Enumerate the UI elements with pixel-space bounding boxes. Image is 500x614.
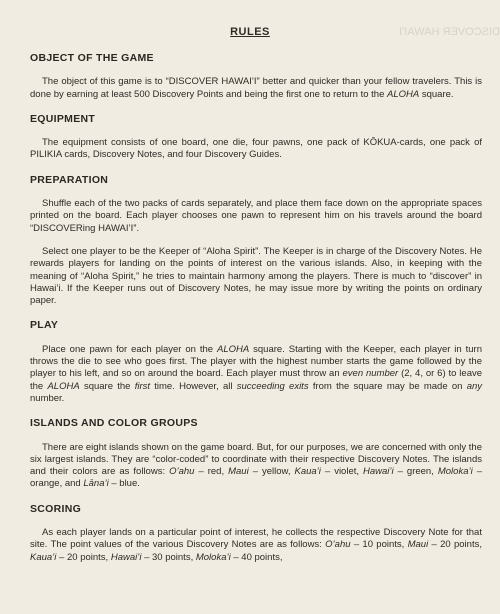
rules-content xyxy=(30,52,482,576)
emphasis-text: O’ahu xyxy=(169,466,195,478)
paragraph-text: – 40 points, xyxy=(230,551,283,563)
section-heading: OBJECT OF THE GAME xyxy=(30,52,154,64)
paragraph-text: – yellow, xyxy=(248,466,295,478)
section-heading: PREPARATION xyxy=(30,173,109,186)
paragraph-text: (2, 4, or 6) to leave the xyxy=(30,368,483,392)
section-equipment xyxy=(30,113,482,162)
emphasis-text: Moloka’i xyxy=(437,466,473,478)
section-preparation xyxy=(30,174,482,308)
section-scoring xyxy=(30,503,482,564)
show-through-text: DISCOVER HAWAI'I xyxy=(399,26,500,38)
paragraph-text: – 10 points, xyxy=(350,539,408,551)
paragraph-text: – green, xyxy=(393,466,438,478)
paragraph-text: There are eight islands shown on the game board. But, for our purposes, we are concerned with only the six largest islands. They are “color-coded” to coordinate with their respective Discovery Notes. The islands and their colors are as follows: xyxy=(30,441,482,478)
paragraph-text: Select one player to be the Keeper of “Aloha Spirit”. The Keeper is in charge of the Discovery Notes. He rewards players for landing on the points of interest on the various islands. Also, in keeping with the meaning of “Aloha Spirit,” he tries to maintain harmony among the players. There is much to “discover” in Hawai’i. If the Keeper runs out of Discovery Notes, he may issue more by writing the points on ordinary paper. xyxy=(30,245,482,307)
paragraph-text: – violet, xyxy=(320,466,364,478)
paragraph-text: – 20 points, xyxy=(56,551,111,563)
paragraph-text: Place one pawn for each player on the xyxy=(42,343,217,355)
paragraph-text: number. xyxy=(30,392,65,404)
emphasis-text: any xyxy=(466,380,483,392)
section-heading: PLAY xyxy=(30,319,59,332)
paragraph-text: square the xyxy=(79,380,135,392)
section-play xyxy=(30,319,482,405)
emphasis-text: Hawai’i xyxy=(110,551,142,563)
emphasis-text: ALOHA xyxy=(217,343,250,355)
emphasis-text: first xyxy=(134,380,151,392)
emphasis-text: ALOHA xyxy=(387,88,420,100)
paragraph-text: time. However, all xyxy=(150,380,237,392)
section-heading: EQUIPMENT xyxy=(30,112,96,125)
section-paragraph xyxy=(30,527,482,564)
emphasis-text: Kaua’i xyxy=(30,551,57,563)
paragraph-text: – blue. xyxy=(108,478,140,490)
page-title: RULES xyxy=(230,26,270,38)
paragraph-text: The equipment consists of one board, one die, four pawns, one pack of KŌKUA-cards, one pack of PILIKIA cards, Discovery Notes, and four Discovery Guides. xyxy=(30,137,482,161)
section-paragraph xyxy=(30,76,482,101)
section-paragraph xyxy=(30,198,482,235)
section-paragraph xyxy=(30,442,482,491)
section-heading: ISLANDS AND COLOR GROUPS xyxy=(30,417,198,430)
paragraph-text: square. Starting with the Keeper, each player in turn throws the die to see who goes first. The player with the highest number starts the game followed by the player to his left, and so on around the board. Each player must throw an xyxy=(30,343,482,380)
emphasis-text: Moloka’i xyxy=(195,551,231,563)
section-paragraph xyxy=(30,344,482,405)
paragraph-text: – red, xyxy=(194,466,229,478)
emphasis-text: even number xyxy=(342,368,399,380)
emphasis-text: ALOHA xyxy=(47,380,80,392)
paragraph-text: – 30 points, xyxy=(141,551,196,563)
section-islands-and-color-groups xyxy=(30,417,482,490)
emphasis-text: succeeding exits xyxy=(236,380,309,392)
emphasis-text: Maui xyxy=(228,466,249,478)
paragraph-text: – orange, and xyxy=(30,466,482,490)
emphasis-text: Hawai’i xyxy=(363,466,394,478)
paragraph-text: As each player lands on a particular point of interest, he collects the respective Discovery Note for that site. The point values of the various Discovery Notes are as follows: xyxy=(30,527,482,551)
emphasis-text: Maui xyxy=(407,539,429,551)
paragraph-text: The object of this game is to “DISCOVER HAWAI’I” better and quicker than your fellow travelers. This is done by earning at least 500 Discovery Points and being the first one to return to the xyxy=(30,76,482,100)
emphasis-text: O’ahu xyxy=(325,539,351,551)
emphasis-text: Kaua’i xyxy=(294,466,321,478)
paragraph-text: – 20 points, xyxy=(428,539,482,551)
section-object-of-the-game xyxy=(30,52,482,101)
section-paragraph xyxy=(30,246,482,307)
paragraph-text: square. xyxy=(419,88,454,100)
emphasis-text: Lāna’i xyxy=(83,478,109,490)
section-paragraph xyxy=(30,137,482,162)
section-heading: SCORING xyxy=(30,502,82,515)
paragraph-text: Shuffle each of the two packs of cards separately, and place them face down on the appropriate spaces printed on the board. Each player chooses one pawn to represent him on his travels around the board “DISCOVERing HAWAI’I”. xyxy=(30,198,482,234)
paragraph-text: from the square may be made on xyxy=(308,380,467,392)
